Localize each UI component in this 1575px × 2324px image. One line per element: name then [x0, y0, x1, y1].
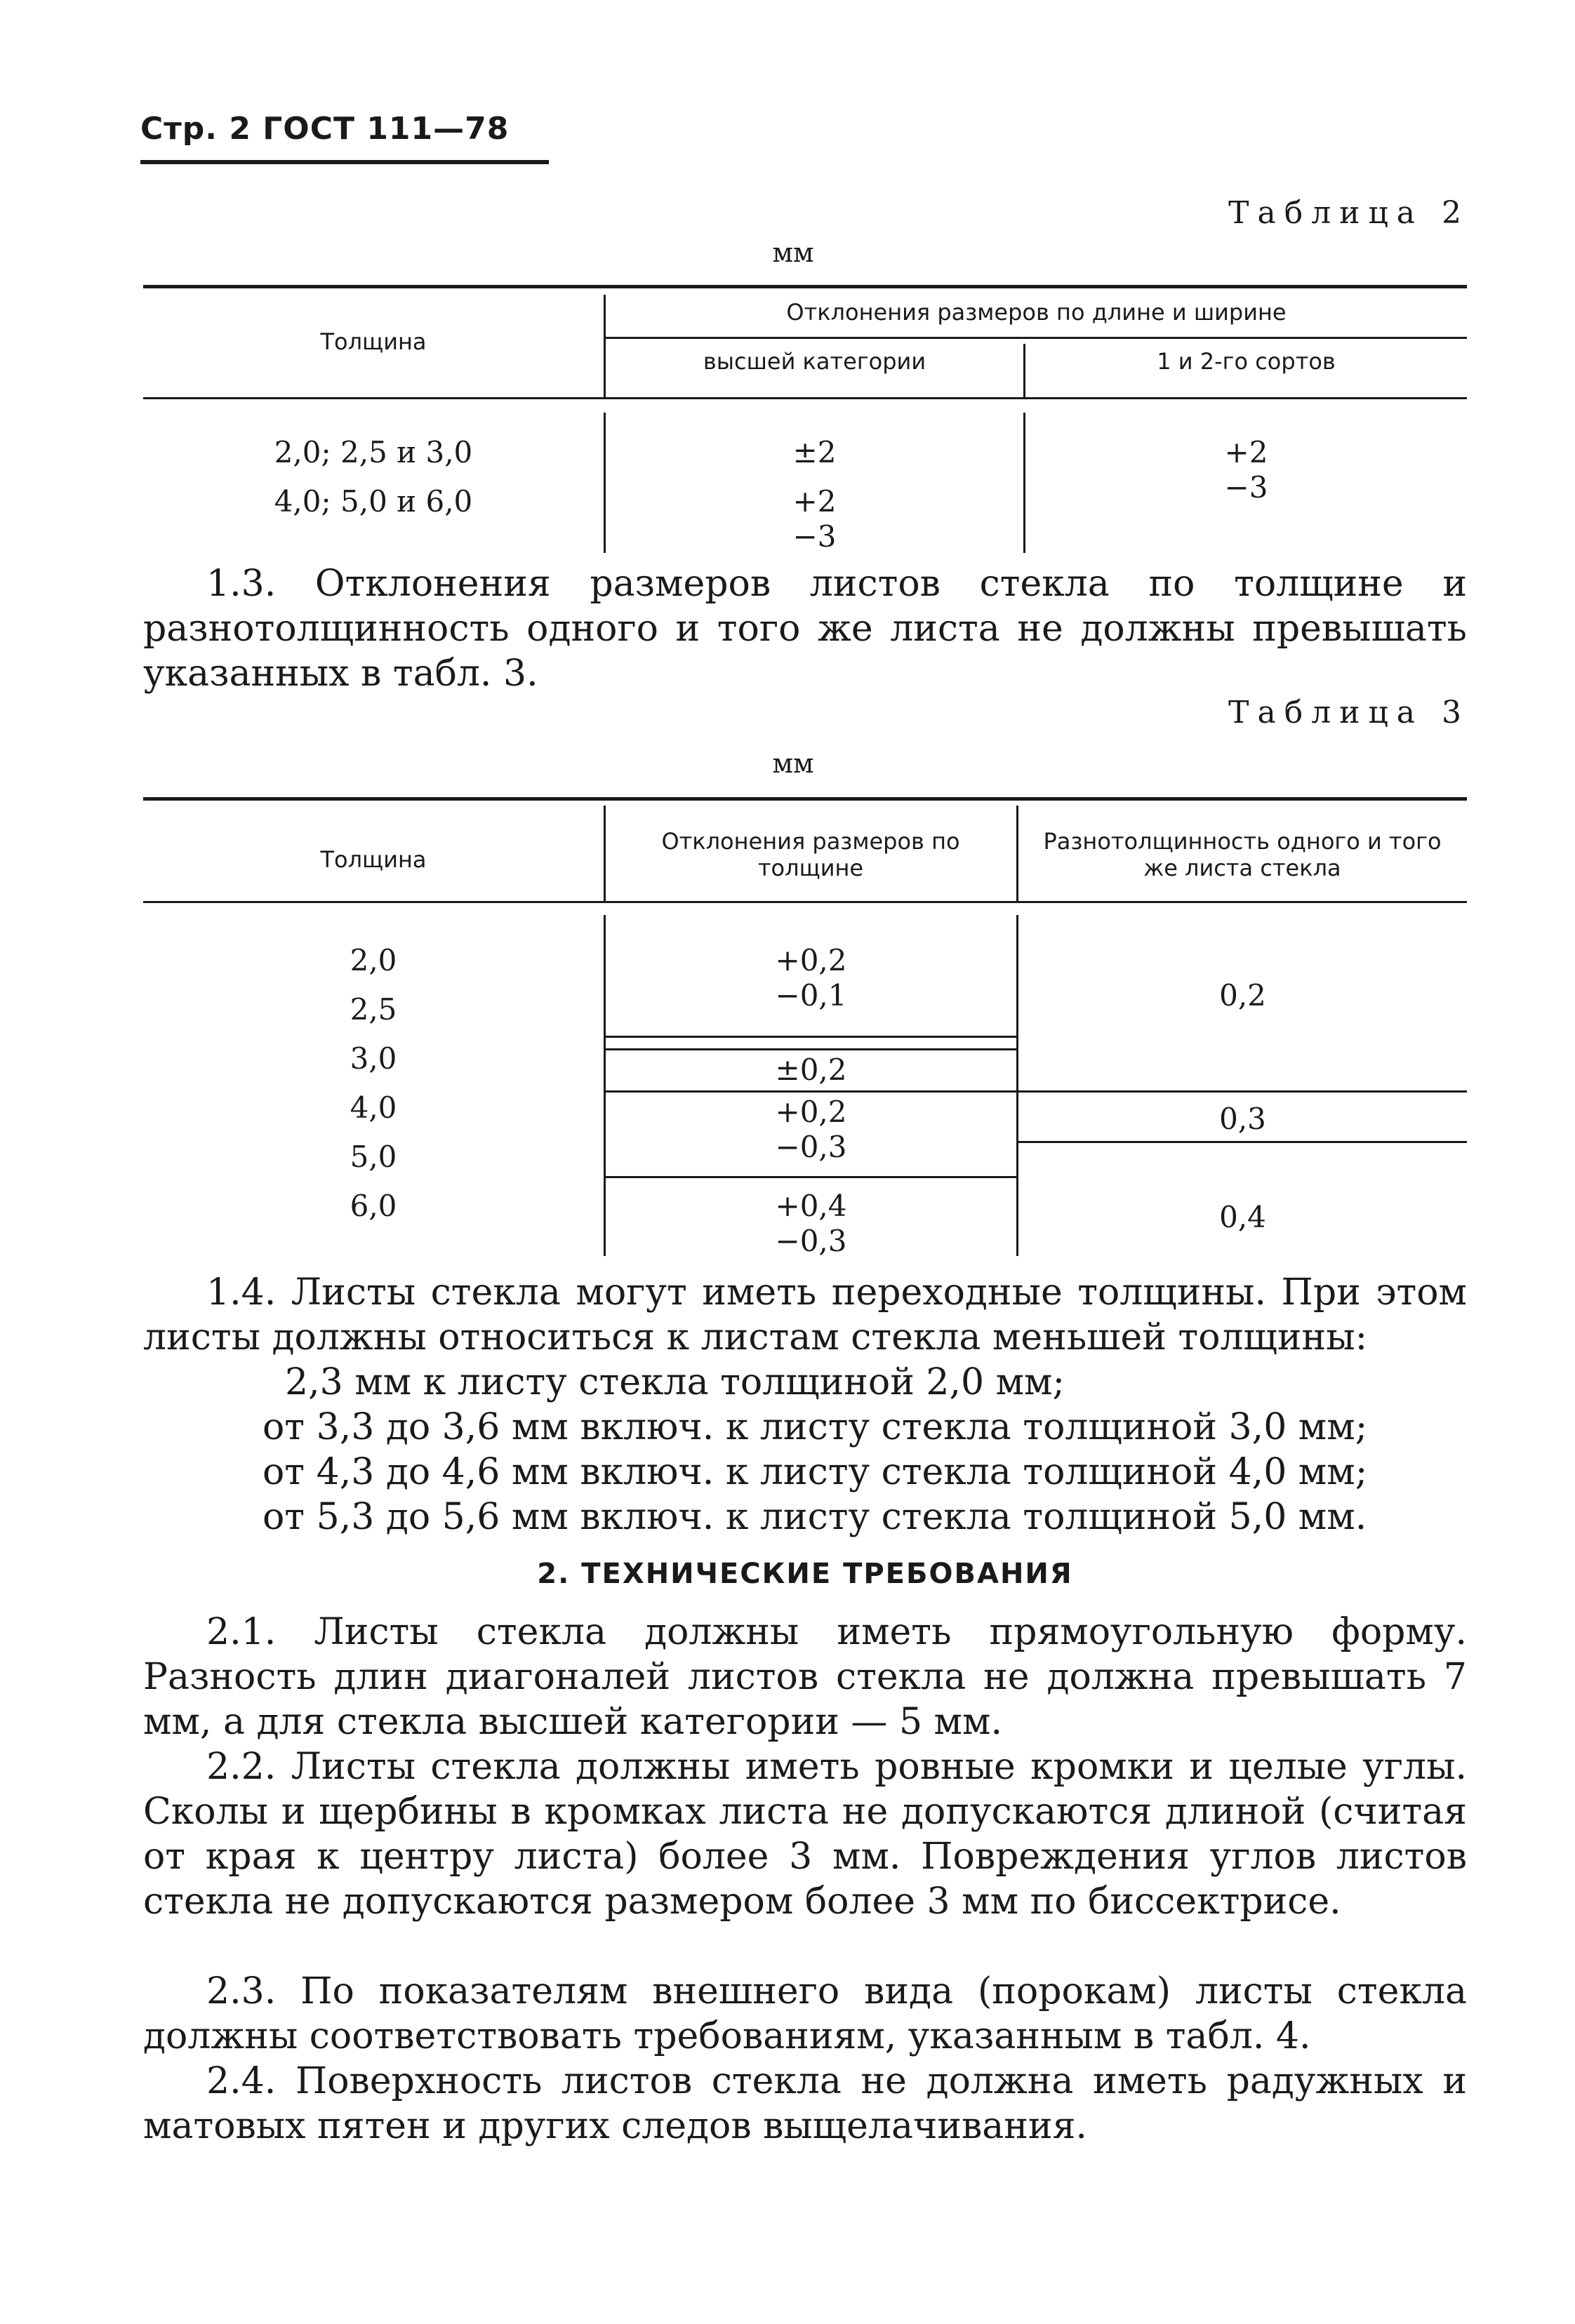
table2-group-header: Отклонения размеров по длине и ширине [786, 299, 1287, 326]
table3-thickness-4: 4,0 [350, 1090, 397, 1125]
table2-row1-high: ±2 [792, 435, 837, 469]
table3-var-rule-2 [1018, 1141, 1467, 1143]
table2-row2-high-minus: −3 [792, 519, 837, 554]
paragraph-2-1: 2.1. Листы стекла должны иметь прямоугольную форму. Разность длин диагоналей листов стекла не должна превышать 7 мм, а для стекла высшей категории — 5 мм. [143, 1611, 1467, 1743]
table3-thickness-2: 2,5 [350, 992, 397, 1027]
table2-col-high: высшей категории [703, 348, 926, 375]
table3-dev-b: ±0,2 [775, 1053, 847, 1087]
paragraph-2-2: 2.2. Листы стекла должны иметь ровные кромки и целые углы. Сколы и щербины в кромках листа не допускаются длиной (считая от края к центру листа) более 3 мм. Повреждения углов листов стекла не допускаются размером более 3 мм по биссектрисе. [143, 1746, 1467, 1923]
table2-header-rule [143, 397, 1467, 399]
table3-dev-rule-3 [606, 1090, 1016, 1093]
table2-row1-thickness: 2,0; 2,5 и 3,0 [274, 435, 473, 469]
list-line-4: от 5,3 до 5,6 мм включ. к листу стекла толщиной 5,0 мм. [262, 1496, 1367, 1538]
table3-header-rule [143, 901, 1467, 903]
table3-thickness-1: 2,0 [350, 943, 397, 977]
table3-thickness-5: 5,0 [350, 1140, 397, 1174]
table3-var-b: 0,3 [1219, 1102, 1266, 1136]
table3-dev-d-minus: −0,3 [775, 1224, 847, 1258]
table3-col-dev: Отклонения размеров по толщине [661, 828, 960, 881]
table2-unit: мм [772, 237, 814, 268]
table3-caption: Таблица 3 [1228, 695, 1470, 730]
table3-dev-a-plus: +0,2 [775, 943, 847, 977]
table3-thickness-6: 6,0 [350, 1189, 397, 1223]
paragraph-2-3: 2.3. По показателям внешнего вида (порокам) листы стекла должны соответствовать требованиям, указанным в табл. 4. [143, 1970, 1467, 2057]
table3-thickness-3: 3,0 [350, 1041, 397, 1076]
header-rule [140, 160, 549, 164]
table3-dev-rule-1 [606, 1036, 1016, 1038]
table3-dev-rule-4 [606, 1176, 1016, 1178]
table2-col-sorts: 1 и 2-го сортов [1157, 348, 1336, 375]
table2-sorts-minus: −3 [1224, 470, 1268, 505]
page-header: Стр. 2 ГОСТ 111—78 [140, 111, 510, 147]
paragraph-2-4: 2.4. Поверхность листов стекла не должна иметь радужных и матовых пятен и других следов выщелачивания. [143, 2060, 1467, 2147]
table2-row2-high-plus: +2 [792, 484, 837, 519]
table3-dev-a-minus: −0,1 [775, 978, 847, 1013]
table3-col-var: Разнотолщинность одного и того же листа стекла [1043, 828, 1442, 881]
list-line-2: от 3,3 до 3,6 мм включ. к листу стекла толщиной 3,0 мм; [262, 1406, 1368, 1448]
table3-header-divider-1 [604, 806, 606, 901]
table3-dev-rule-2 [606, 1048, 1016, 1050]
table3-dev-d-plus: +0,4 [775, 1189, 847, 1223]
table3-dev-c-plus: +0,2 [775, 1095, 847, 1129]
paragraph-1-3: 1.3. Отклонения размеров листов стекла по толщине и разнотолщинность одного и того же листа не должны превышать указанных в табл. 3. [143, 563, 1467, 695]
table2-sorts-plus: +2 [1224, 435, 1268, 469]
table2-group-rule [606, 337, 1467, 339]
table3-var-a: 0,2 [1219, 978, 1266, 1013]
transitional-thickness-list [143, 1360, 1467, 1540]
table2-top-rule [143, 285, 1467, 288]
list-line-3: от 4,3 до 4,6 мм включ. к листу стекла толщиной 4,0 мм; [262, 1451, 1368, 1493]
table3-dev-c-minus: −0,3 [775, 1130, 847, 1164]
table3-top-rule [143, 797, 1467, 801]
table3-header-divider-2 [1016, 806, 1018, 901]
paragraph-1-4: 1.4. Листы стекла могут иметь переходные толщины. При этом листы должны относиться к листам стекла меньшей толщины: [143, 1271, 1467, 1358]
table3-col-thickness: Толщина [320, 846, 427, 873]
table2-row2-thickness: 4,0; 5,0 и 6,0 [274, 484, 473, 519]
table3-unit: мм [772, 748, 814, 779]
section-2-title: 2. ТЕХНИЧЕСКИЕ ТРЕБОВАНИЯ [537, 1558, 1073, 1590]
table2-col-thickness: Толщина [320, 328, 427, 355]
table3-var-c: 0,4 [1219, 1200, 1266, 1234]
table2-caption: Таблица 2 [1228, 195, 1470, 231]
table3-var-rule-1 [1018, 1090, 1467, 1093]
list-line-1: 2,3 мм к листу стекла толщиной 2,0 мм; [285, 1361, 1065, 1403]
